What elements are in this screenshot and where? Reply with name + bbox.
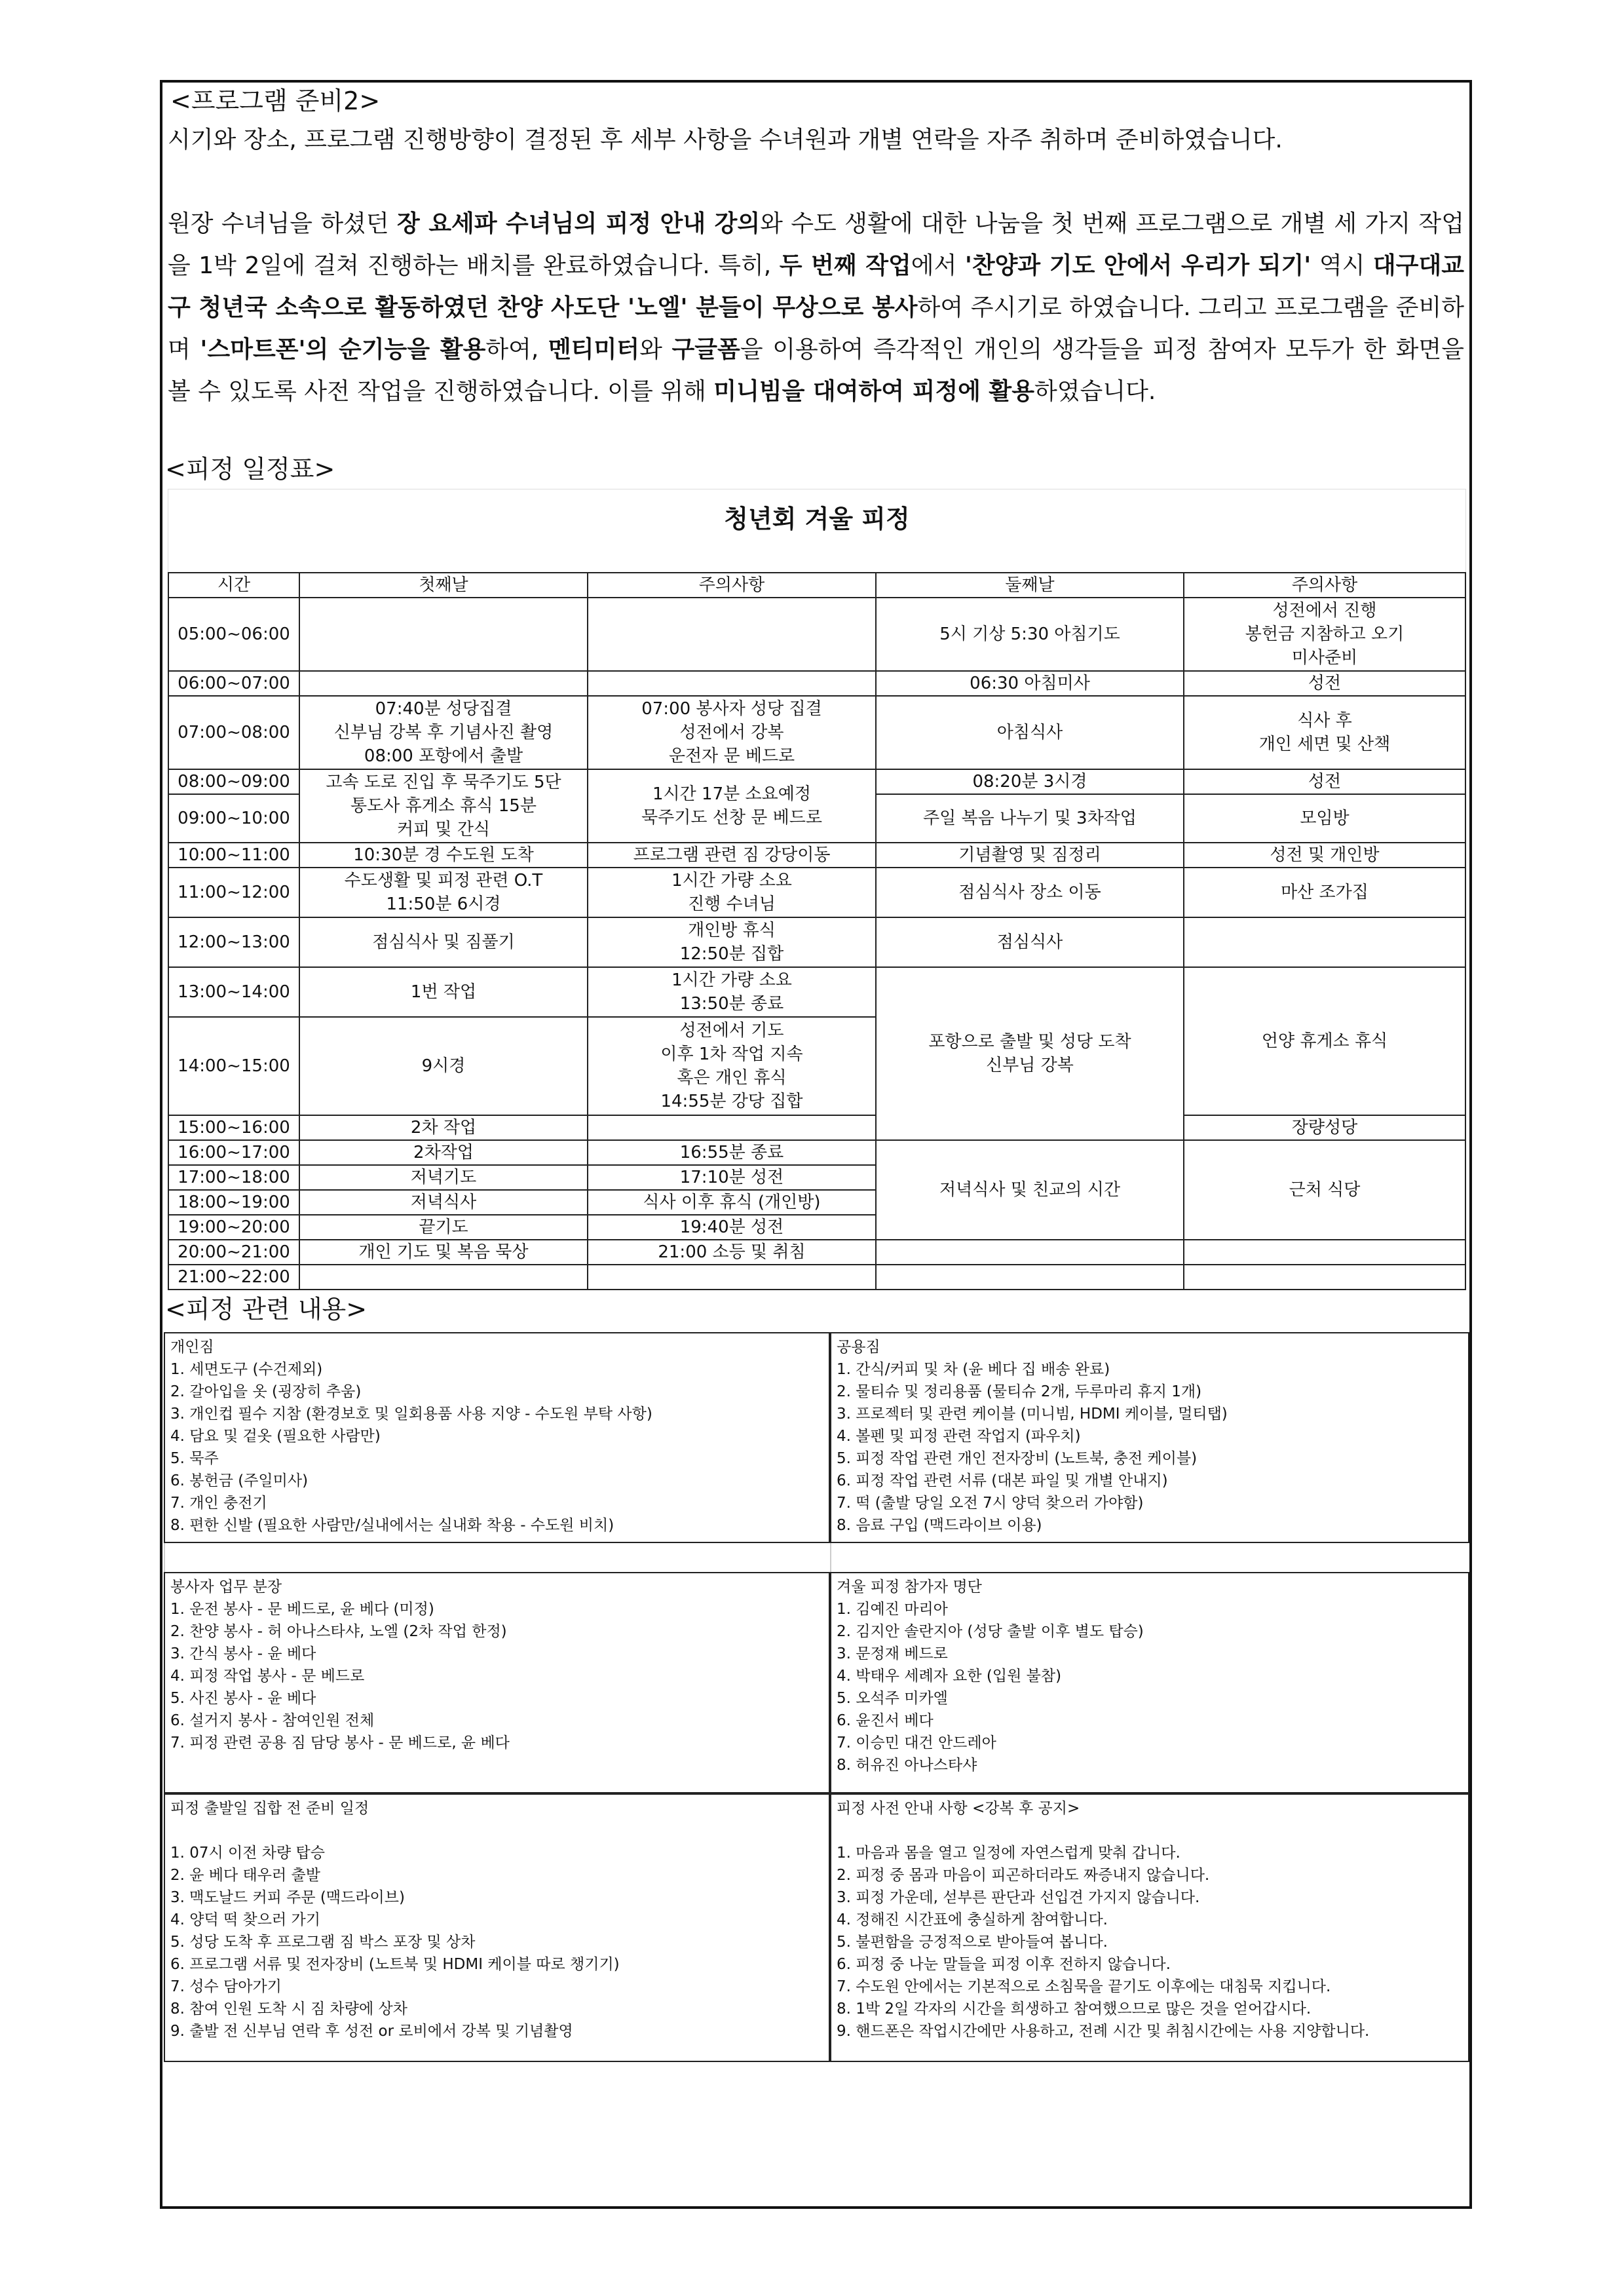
- list-item: 1. 마음과 몸을 열고 일정에 자연스럽게 맞춰 갑니다.: [837, 1845, 1180, 1862]
- list-item: 2. 피정 중 몸과 마음이 피곤하더라도 짜증내지 않습니다.: [837, 1867, 1210, 1884]
- list-item: 2. 김지안 솔란지아 (성당 출발 이후 별도 탑승): [837, 1623, 1144, 1640]
- time-cell: 21:00~22:00: [168, 1265, 299, 1290]
- day1-cell: 수도생활 및 피정 관련 O.T 11:50분 6시경: [299, 868, 588, 917]
- list-item: 2. 물티슈 및 정리용품 (물티슈 2개, 두루마리 휴지 1개): [837, 1383, 1202, 1400]
- day1-cell: 끝기도: [299, 1215, 588, 1240]
- list-item: 8. 음료 구입 (맥드라이브 이용): [837, 1517, 1042, 1534]
- schedule-row: [168, 769, 1465, 794]
- time-cell: 17:00~18:00: [168, 1165, 299, 1190]
- header-note2: 주의사항: [1184, 573, 1465, 598]
- note2-cell: 성전에서 진행 봉헌금 지참하고 오기 미사준비: [1184, 598, 1465, 671]
- list-item: 4. 박태우 세례자 요한 (입원 불참): [837, 1668, 1062, 1685]
- list-item: 3. 간식 봉사 - 윤 베다: [170, 1645, 316, 1662]
- day2-cell: 기념촬영 및 짐정리: [876, 843, 1184, 868]
- time-cell: 10:00~11:00: [168, 843, 299, 868]
- note1-cell: 1시간 17분 소요예정 묵주기도 선창 문 베드로: [588, 769, 876, 843]
- note2-cell: 근처 식당: [1184, 1140, 1465, 1240]
- note2-cell: 언양 휴게소 휴식: [1184, 967, 1465, 1115]
- list-item: 4. 피정 작업 봉사 - 문 베드로: [170, 1668, 365, 1685]
- day1-cell: 개인 기도 및 복음 묵상: [299, 1240, 588, 1265]
- prep2-heading: <프로그램 준비2>: [170, 86, 381, 115]
- departure-prep-title: 피정 출발일 집합 전 준비 일정: [170, 1800, 369, 1817]
- list-item: 3. 개인컵 필수 지참 (환경보호 및 일회용품 사용 지양 - 수도원 부탁 사항): [170, 1406, 652, 1423]
- list-item: 3. 맥도날드 커피 주문 (맥드라이브): [170, 1889, 405, 1906]
- time-cell: 07:00~08:00: [168, 696, 299, 769]
- day1-cell: 07:40분 성당집결 신부님 강복 후 기념사진 촬영 08:00 포항에서 출발: [299, 696, 588, 769]
- prep2-section: [162, 83, 1469, 413]
- list-item: 1. 운전 봉사 - 문 베드로, 윤 베다 (미정): [170, 1601, 434, 1618]
- schedule-row: [168, 598, 1465, 671]
- schedule-row: [168, 868, 1465, 917]
- list-item: 3. 프로젝터 및 관련 케이블 (미니빔, HDMI 케이블, 멀티탭): [837, 1406, 1228, 1423]
- schedule-row: [168, 843, 1465, 868]
- list-item: 8. 1박 2일 각자의 시간을 희생하고 참여했으므로 많은 것을 얻어갑시다.: [837, 2000, 1312, 2018]
- header-time: 시간: [168, 573, 299, 598]
- list-item: 6. 프로그램 서류 및 전자장비 (노트북 및 HDMI 케이블 따로 챙기기): [170, 1956, 620, 1973]
- day2-cell: 점심식사 장소 이동: [876, 868, 1184, 917]
- volunteer-duties-title: 봉사자 업무 분장: [170, 1578, 282, 1596]
- list-item: 3. 피정 가운데, 섣부른 판단과 선입견 가지지 않습니다.: [837, 1889, 1200, 1906]
- day1-cell: 2차작업: [299, 1140, 588, 1165]
- schedule-header-row: [168, 573, 1465, 598]
- prep2-paragraph: 원장 수녀님을 하셨던 장 요세파 수녀님의 피정 안내 강의와 수도 생활에 대한 나눔을 첫 번째 프로그램으로 개별 세 가지 작업을 1박 2일에 걸쳐 진행하는 배치를 완료하였습니다. 특히, 두 번째 작업에서 '찬양과 기도 안에서 우리가 되기' 역시 대구대교구 청년국 소속으로 활동하였던 찬양 사도단 '노엘' 분들이 무상으로 봉사하여 주시기로 하였습니다. 그리고 프로그램을 준비하며 '스마트폰'의 순기능을 활용하여, 멘티미터와 구글폼을 이용하여 즉각적인 개인의 생각들을 피정 참여자 모두가 한 화면을 볼 수 있도록 사전 작업을 진행하였습니다. 이를 위해 미니빔을 대여하여 피정에 활용하였습니다.: [168, 210, 1464, 405]
- personal-items-box: [164, 1332, 830, 1543]
- document-frame: [160, 80, 1472, 2209]
- prep2-line1: 시기와 장소, 프로그램 진행방향이 결정된 후 세부 사항을 수녀원과 개별 연락을 자주 취하며 준비하였습니다.: [168, 126, 1283, 153]
- time-cell: 12:00~13:00: [168, 917, 299, 967]
- common-items-box: [830, 1332, 1469, 1543]
- note2-cell: 식사 후 개인 세면 및 산책: [1184, 696, 1465, 769]
- list-item: 4. 정해진 시간표에 충실하게 참여합니다.: [837, 1911, 1108, 1928]
- list-item: 8. 허유진 아나스타샤: [837, 1757, 977, 1774]
- time-cell: 14:00~15:00: [168, 1017, 299, 1115]
- notice-box: [830, 1793, 1469, 2062]
- list-item: 4. 담요 및 겉옷 (필요한 사람만): [170, 1428, 381, 1445]
- list-item: 6. 피정 중 나눈 말들을 피정 이후 전하지 않습니다.: [837, 1956, 1171, 1973]
- note2-cell: 성전: [1184, 671, 1465, 696]
- time-cell: 16:00~17:00: [168, 1140, 299, 1165]
- time-cell: 06:00~07:00: [168, 671, 299, 696]
- schedule-row: [168, 696, 1465, 769]
- note1-cell: 1시간 가량 소요 13:50분 종료: [588, 967, 876, 1017]
- departure-prep-box: [164, 1793, 830, 2062]
- list-item: 6. 봉헌금 (주일미사): [170, 1472, 309, 1489]
- list-item: 4. 양덕 떡 찾으러 가기: [170, 1911, 320, 1928]
- time-cell: 08:00~09:00: [168, 769, 299, 794]
- header-day2: 둘째날: [876, 573, 1184, 598]
- time-cell: 19:00~20:00: [168, 1215, 299, 1240]
- time-cell: 18:00~19:00: [168, 1190, 299, 1215]
- list-item: 7. 이승민 대건 안드레아: [837, 1734, 996, 1751]
- header-note1: 주의사항: [588, 573, 876, 598]
- list-item: 7. 성수 담아가기: [170, 1978, 282, 1995]
- day1-cell: 저녁기도: [299, 1165, 588, 1190]
- list-item: 7. 수도원 안에서는 기본적으로 소침묵을 끝기도 이후에는 대침묵 지킵니다.: [837, 1978, 1331, 1995]
- list-item: 7. 개인 충전기: [170, 1495, 267, 1512]
- day2-cell: 주일 복음 나누기 및 3차작업: [876, 794, 1184, 843]
- list-item: 3. 문정재 베드로: [837, 1645, 948, 1662]
- schedule-heading: <피정 일정표>: [165, 455, 335, 484]
- note1-cell: 17:10분 성전: [588, 1165, 876, 1190]
- note1-cell: 16:55분 종료: [588, 1140, 876, 1165]
- schedule-title: 청년회 겨울 피정: [168, 489, 1466, 548]
- list-item: 2. 갈아입을 옷 (굉장히 추움): [170, 1383, 362, 1400]
- day2-cell: 아침식사: [876, 696, 1184, 769]
- day1-cell: 1번 작업: [299, 967, 588, 1017]
- schedule-row: [168, 1240, 1465, 1265]
- day2-cell: 점심식사: [876, 917, 1184, 967]
- day2-cell: 저녁식사 및 친교의 시간: [876, 1140, 1184, 1240]
- notice-title: 피정 사전 안내 사항 <강복 후 공지>: [837, 1800, 1080, 1817]
- list-item: 1. 세면도구 (수건제외): [170, 1361, 323, 1378]
- day1-cell: 고속 도로 진입 후 묵주기도 5단 통도사 휴게소 휴식 15분 커피 및 간식: [299, 769, 588, 843]
- note2-cell: 장량성당: [1184, 1115, 1465, 1140]
- time-cell: 11:00~12:00: [168, 868, 299, 917]
- list-item: 7. 떡 (출발 당일 오전 7시 양덕 찾으러 가야함): [837, 1495, 1144, 1512]
- volunteer-duties-box: [164, 1572, 830, 1793]
- time-cell: 05:00~06:00: [168, 598, 299, 671]
- day2-cell: 포항으로 출발 및 성당 도착 신부님 강복: [876, 967, 1184, 1140]
- day1-cell: 9시경: [299, 1017, 588, 1115]
- day1-cell: 점심식사 및 짐풀기: [299, 917, 588, 967]
- schedule-row: [168, 671, 1465, 696]
- day1-cell: 10:30분 경 수도원 도착: [299, 843, 588, 868]
- list-item: 5. 불편함을 긍정적으로 받아들여 봅니다.: [837, 1934, 1108, 1951]
- related-grid: [164, 1332, 1469, 2062]
- list-item: 5. 오석주 미카엘: [837, 1690, 948, 1707]
- list-item: 2. 찬양 봉사 - 허 아나스타샤, 노엘 (2차 작업 한정): [170, 1623, 507, 1640]
- note1-cell: 성전에서 기도 이후 1차 작업 지속 혹은 개인 휴식 14:55분 강당 집합: [588, 1017, 876, 1115]
- schedule-row: [168, 1140, 1465, 1165]
- participants-box: [830, 1572, 1469, 1793]
- list-item: 1. 07시 이전 차량 탑승: [170, 1845, 325, 1862]
- list-item: 4. 볼펜 및 피정 관련 작업지 (파우치): [837, 1428, 1081, 1445]
- header-day1: 첫째날: [299, 573, 588, 598]
- list-item: 8. 참여 인원 도착 시 짐 차량에 상차: [170, 2000, 407, 2018]
- schedule-row: [168, 1115, 1465, 1140]
- related-heading: <피정 관련 내용>: [165, 1295, 368, 1324]
- list-item: 7. 피정 관련 공용 짐 담당 봉사 - 문 베드로, 윤 베다: [170, 1734, 510, 1751]
- note1-cell: 07:00 봉사자 성당 집결 성전에서 강복 운전자 문 베드로: [588, 696, 876, 769]
- list-item: 1. 김예진 마리아: [837, 1601, 948, 1618]
- note1-cell: 프로그램 관련 짐 강당이동: [588, 843, 876, 868]
- list-item: 5. 피정 작업 관련 개인 전자장비 (노트북, 충전 케이블): [837, 1450, 1198, 1467]
- schedule-row: [168, 917, 1465, 967]
- list-item: 8. 편한 신발 (필요한 사람만/실내에서는 실내화 착용 - 수도원 비치): [170, 1517, 614, 1534]
- note2-cell: 모임방: [1184, 794, 1465, 843]
- list-item: 2. 윤 베다 태우러 출발: [170, 1867, 320, 1884]
- note1-cell: 개인방 휴식 12:50분 집합: [588, 917, 876, 967]
- note1-cell: 19:40분 성전: [588, 1215, 876, 1240]
- personal-items-title: 개인짐: [170, 1339, 214, 1356]
- note1-cell: 1시간 가량 소요 진행 수녀님: [588, 868, 876, 917]
- list-item: 5. 성당 도착 후 프로그램 짐 박스 포장 및 상차: [170, 1934, 476, 1951]
- day1-cell: 2차 작업: [299, 1115, 588, 1140]
- time-cell: 15:00~16:00: [168, 1115, 299, 1140]
- day2-cell: 08:20분 3시경: [876, 769, 1184, 794]
- day2-cell: 06:30 아침미사: [876, 671, 1184, 696]
- day2-cell: 5시 기상 5:30 아침기도: [876, 598, 1184, 671]
- note2-cell: 성전 및 개인방: [1184, 843, 1465, 868]
- list-item: 6. 설거지 봉사 - 참여인원 전체: [170, 1712, 375, 1729]
- participants-title: 겨울 피정 참가자 명단: [837, 1578, 982, 1596]
- schedule-row: [168, 967, 1465, 1017]
- day1-cell: 저녁식사: [299, 1190, 588, 1215]
- list-item: 6. 윤진서 베다: [837, 1712, 934, 1729]
- time-cell: 09:00~10:00: [168, 794, 299, 843]
- note1-cell: 식사 이후 휴식 (개인방): [588, 1190, 876, 1215]
- schedule-table: [168, 572, 1466, 1290]
- list-item: 1. 간식/커피 및 차 (윤 베다 집 배송 완료): [837, 1361, 1110, 1378]
- common-items-title: 공용짐: [837, 1339, 880, 1356]
- note2-cell: 성전: [1184, 769, 1465, 794]
- list-item: 6. 피정 작업 관련 서류 (대본 파일 및 개별 안내지): [837, 1472, 1168, 1489]
- list-item: 5. 묵주: [170, 1450, 219, 1467]
- time-cell: 20:00~21:00: [168, 1240, 299, 1265]
- note2-cell: 마산 조가집: [1184, 868, 1465, 917]
- list-item: 9. 출발 전 신부님 연락 후 성전 or 로비에서 강복 및 기념촬영: [170, 2023, 573, 2040]
- list-item: 5. 사진 봉사 - 윤 베다: [170, 1690, 316, 1707]
- list-item: 9. 핸드폰은 작업시간에만 사용하고, 전례 시간 및 취침시간에는 사용 지양합니다.: [837, 2023, 1370, 2040]
- note1-cell: 21:00 소등 및 취침: [588, 1240, 876, 1265]
- time-cell: 13:00~14:00: [168, 967, 299, 1017]
